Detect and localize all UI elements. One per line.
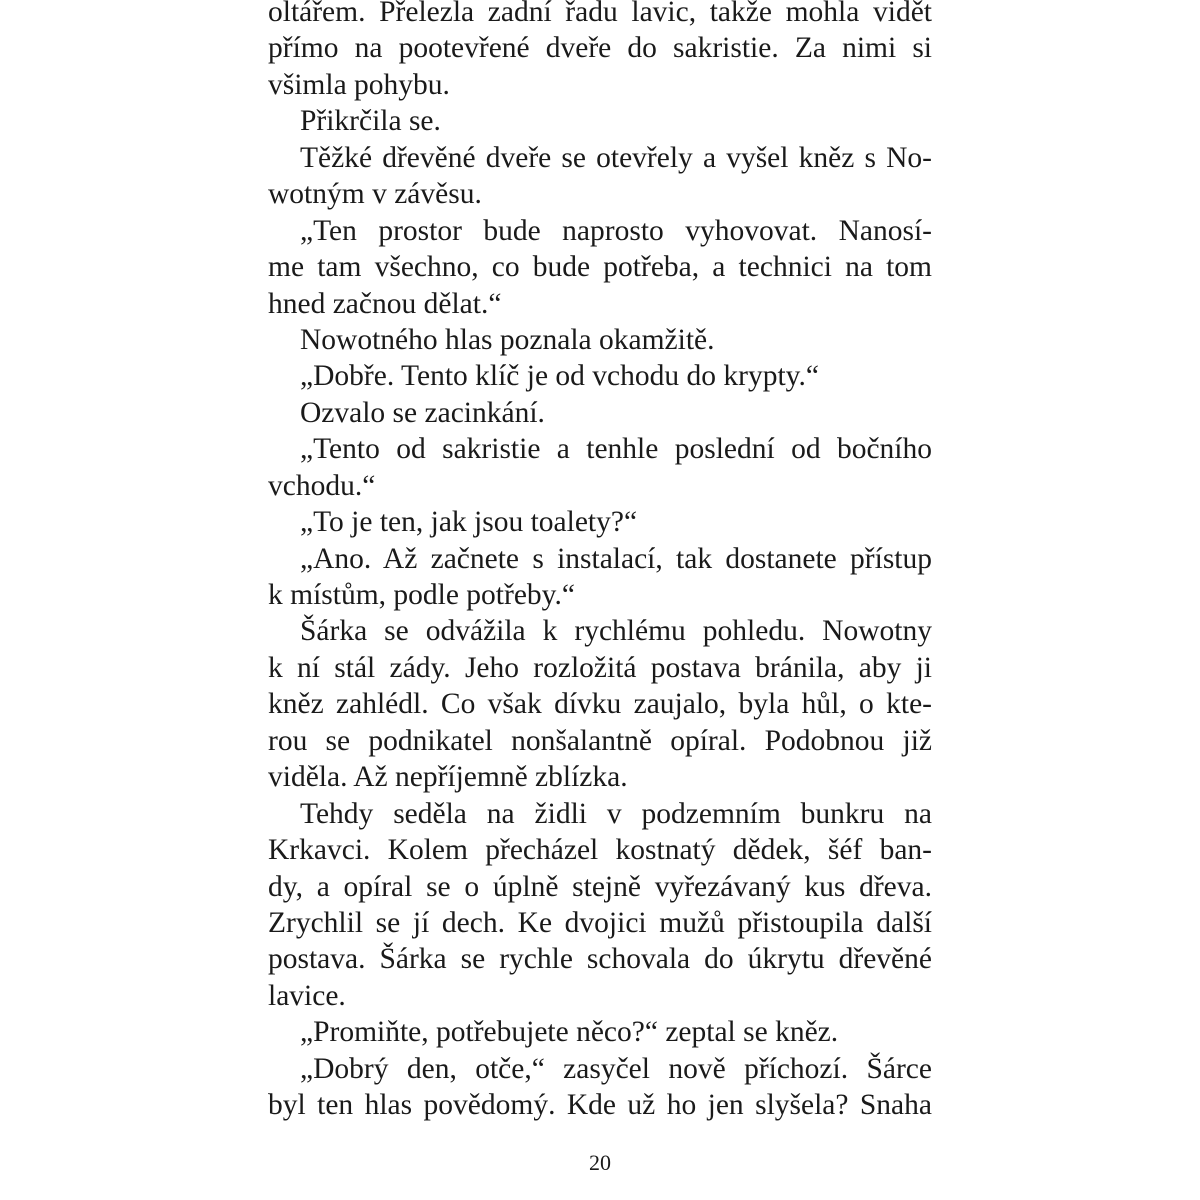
- text-line: oltářem. Přelezla zadní řadu lavic, takže mohla vidět: [268, 0, 932, 28]
- text-line: k místům, podle potřeby.“: [268, 579, 575, 611]
- text-line: „Dobře. Tento klíč je od vchodu do krypty.“: [300, 360, 819, 393]
- text-line: „Ano. Až začnete s instalací, tak dostanete přístup: [300, 542, 932, 575]
- text-line: „Dobrý den, otče,“ zasyčel nově příchozí. Šárce: [300, 1052, 932, 1085]
- text-line: „To je ten, jak jsou toalety?“: [300, 506, 638, 539]
- text-line: kněz zahlédl. Co však dívku zaujalo, byla hůl, o kte-: [268, 688, 932, 721]
- text-line: „Tento od sakristie a tenhle poslední od bočního: [300, 433, 932, 466]
- body-text: [268, 0, 932, 1124]
- text-line: Těžké dřevěné dveře se otevřely a vyšel kněz s No-: [300, 141, 932, 174]
- text-line: vchodu.“: [268, 469, 376, 502]
- text-line: wotným v závěsu.: [268, 178, 482, 211]
- text-line: Tehdy seděla na židli v podzemním bunkru na: [300, 797, 932, 830]
- text-line: Krkavci. Kolem přecházel kostnatý dědek, šéf ban-: [268, 834, 932, 867]
- text-line: přímo na pootevřené dveře do sakristie. Za nimi si: [268, 32, 932, 65]
- text-line: Nowotného hlas poznala okamžitě.: [300, 323, 715, 356]
- text-line: viděla. Až nepříjemně zblízka.: [268, 761, 628, 794]
- text-line: postava. Šárka se rychle schovala do úkrytu dřevěné: [268, 943, 932, 976]
- text-line: Šárka se odvážila k rychlému pohledu. Nowotny: [300, 615, 932, 648]
- text-line: k ní stál zády. Jeho rozložitá postava bránila, aby ji: [268, 651, 932, 684]
- text-line: hned začnou dělat.“: [268, 287, 502, 320]
- text-line: Přikrčila se.: [300, 105, 441, 138]
- text-line: me tam všechno, co bude potřeba, a technici na tom: [268, 251, 932, 284]
- page-number: 20: [589, 1150, 611, 1175]
- text-line: byl ten hlas povědomý. Kde už ho jen slyšela? Snaha: [268, 1089, 932, 1122]
- text-line: Ozvalo se zacinkání.: [300, 396, 545, 429]
- text-line: lavice.: [268, 979, 346, 1012]
- text-line: všimla pohybu.: [268, 68, 450, 101]
- text-line: „Promiňte, potřebujete něco?“ zeptal se kněz.: [300, 1016, 839, 1049]
- text-line: dy, a opíral se o úplně stejně vyřezávaný kus dřeva.: [268, 870, 932, 903]
- text-line: Zrychlil se jí dech. Ke dvojici mužů přistoupila další: [268, 906, 932, 939]
- text-line: rou se podnikatel nonšalantně opíral. Podobnou již: [268, 724, 932, 757]
- text-line: „Ten prostor bude naprosto vyhovovat. Nanosí-: [300, 214, 932, 247]
